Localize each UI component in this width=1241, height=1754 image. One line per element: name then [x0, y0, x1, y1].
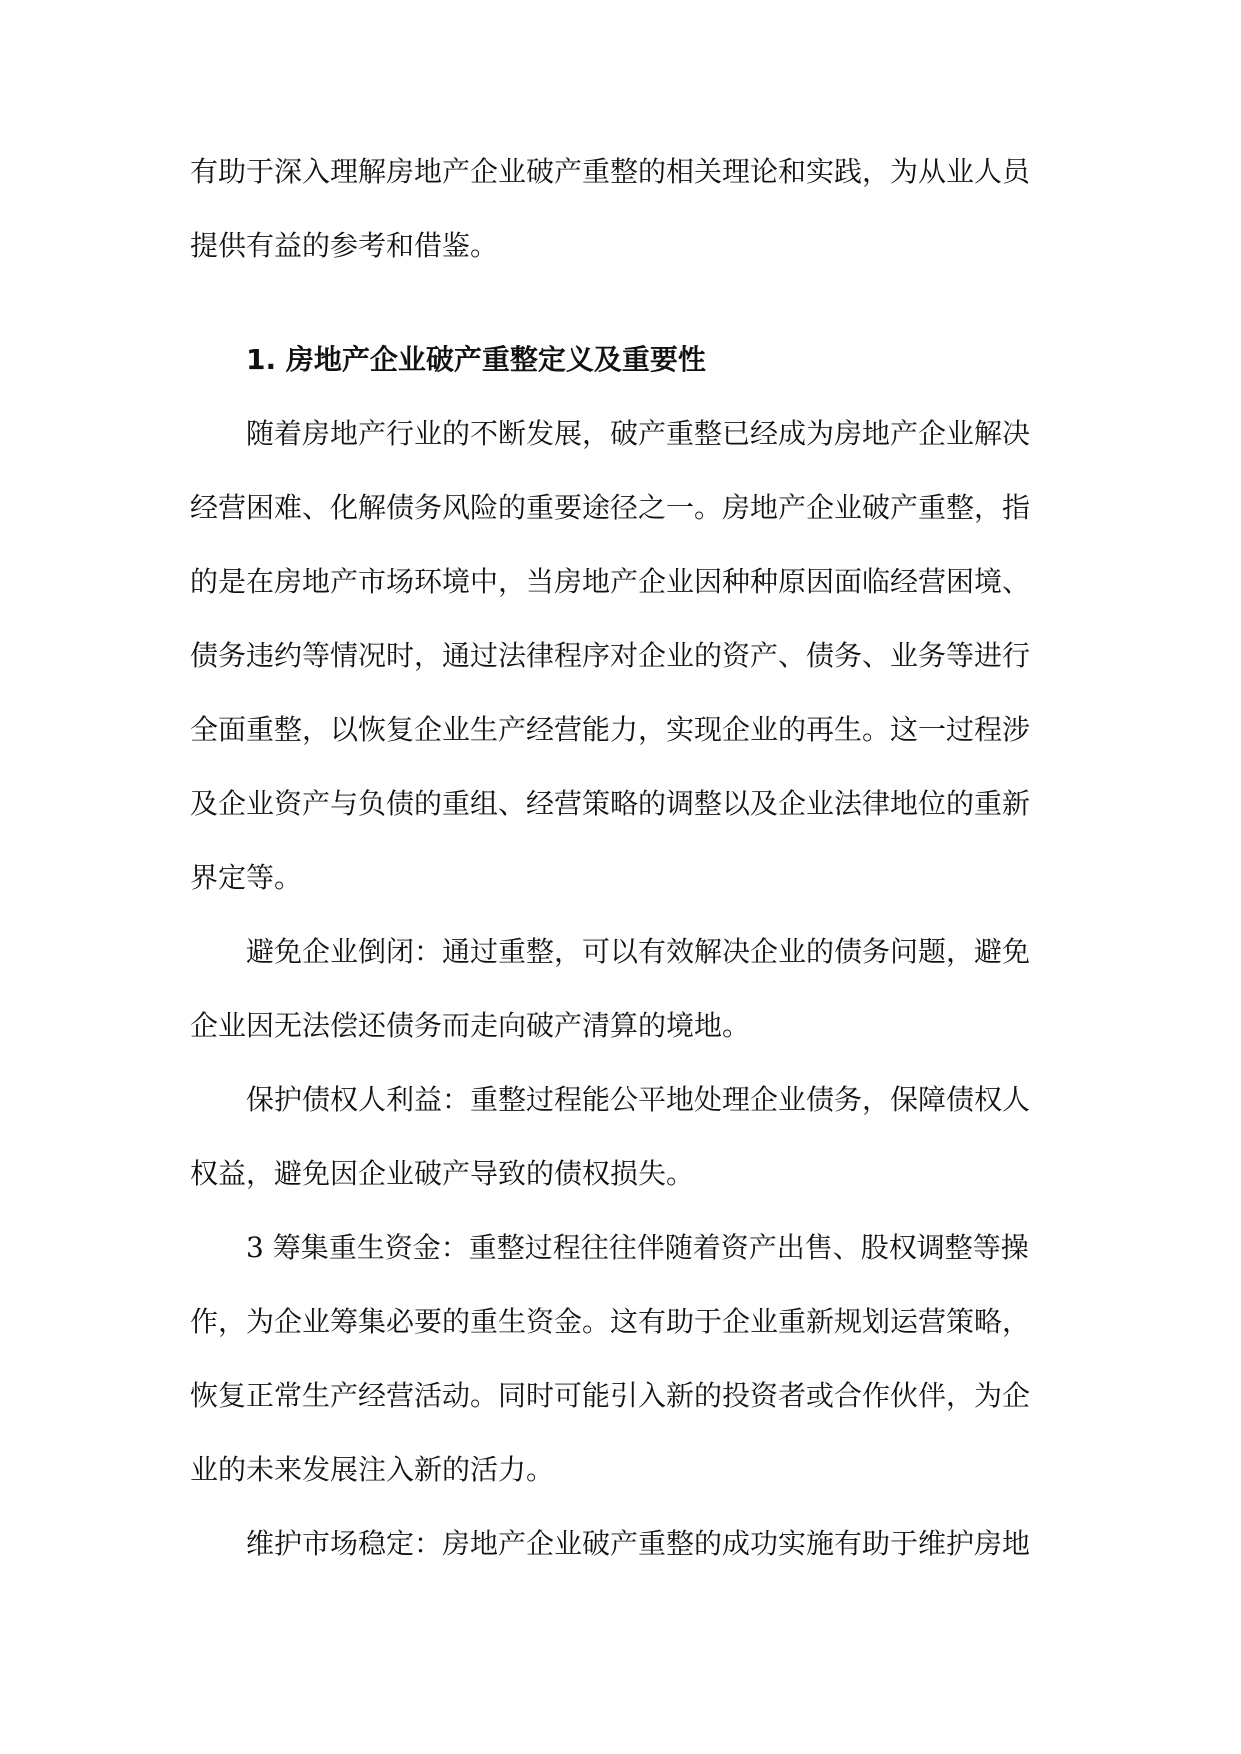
paragraph-raise-funds: 3 筹集重生资金：重整过程往往伴随着资产出售、股权调整等操 作，为企业筹集必要的重生资金。这有助于企业重新规划运营策略， 恢复正常生产经营活动。同时可能引入新的投资者或合作伙伴，为企 业的未来发展注入新的活力。 — [190, 1231, 1031, 1486]
paragraph-intro-continuation: 有助于深入理解房地产企业破产重整的相关理论和实践，为从业人员 提供有益的参考和借鉴。 — [190, 155, 1031, 262]
paragraph-protect-creditors: 保护债权人利益：重整过程能公平地处理企业债务，保障债权人 权益，避免因企业破产导致的债权损失。 — [190, 1083, 1031, 1190]
paragraph-maintain-market: 维护市场稳定：房地产企业破产重整的成功实施有助于维护房地 — [246, 1527, 1031, 1560]
document-body — [190, 135, 1060, 1581]
paragraph-avoid-closure: 避免企业倒闭：通过重整，可以有效解决企业的债务问题，避免 企业因无法偿还债务而走向破产清算的境地。 — [190, 935, 1031, 1042]
section-heading: 1. 房地产企业破产重整定义及重要性 — [246, 343, 706, 376]
paragraph-definition: 随着房地产行业的不断发展，破产重整已经成为房地产企业解决 经营困难、化解债务风险的重要途径之一。房地产企业破产重整，指 的是在房地产市场环境中，当房地产企业因种种原因面临经营困境、 债务违约等情况时，通过法律程序对企业的资产、债务、业务等进行 全面重整，以恢复企业生产经营能力，实现企业的再生。这一过程涉 及企业资产与负债的重组、经营策略的调整以及企业法律地位的重新 界定等。 — [190, 417, 1031, 894]
